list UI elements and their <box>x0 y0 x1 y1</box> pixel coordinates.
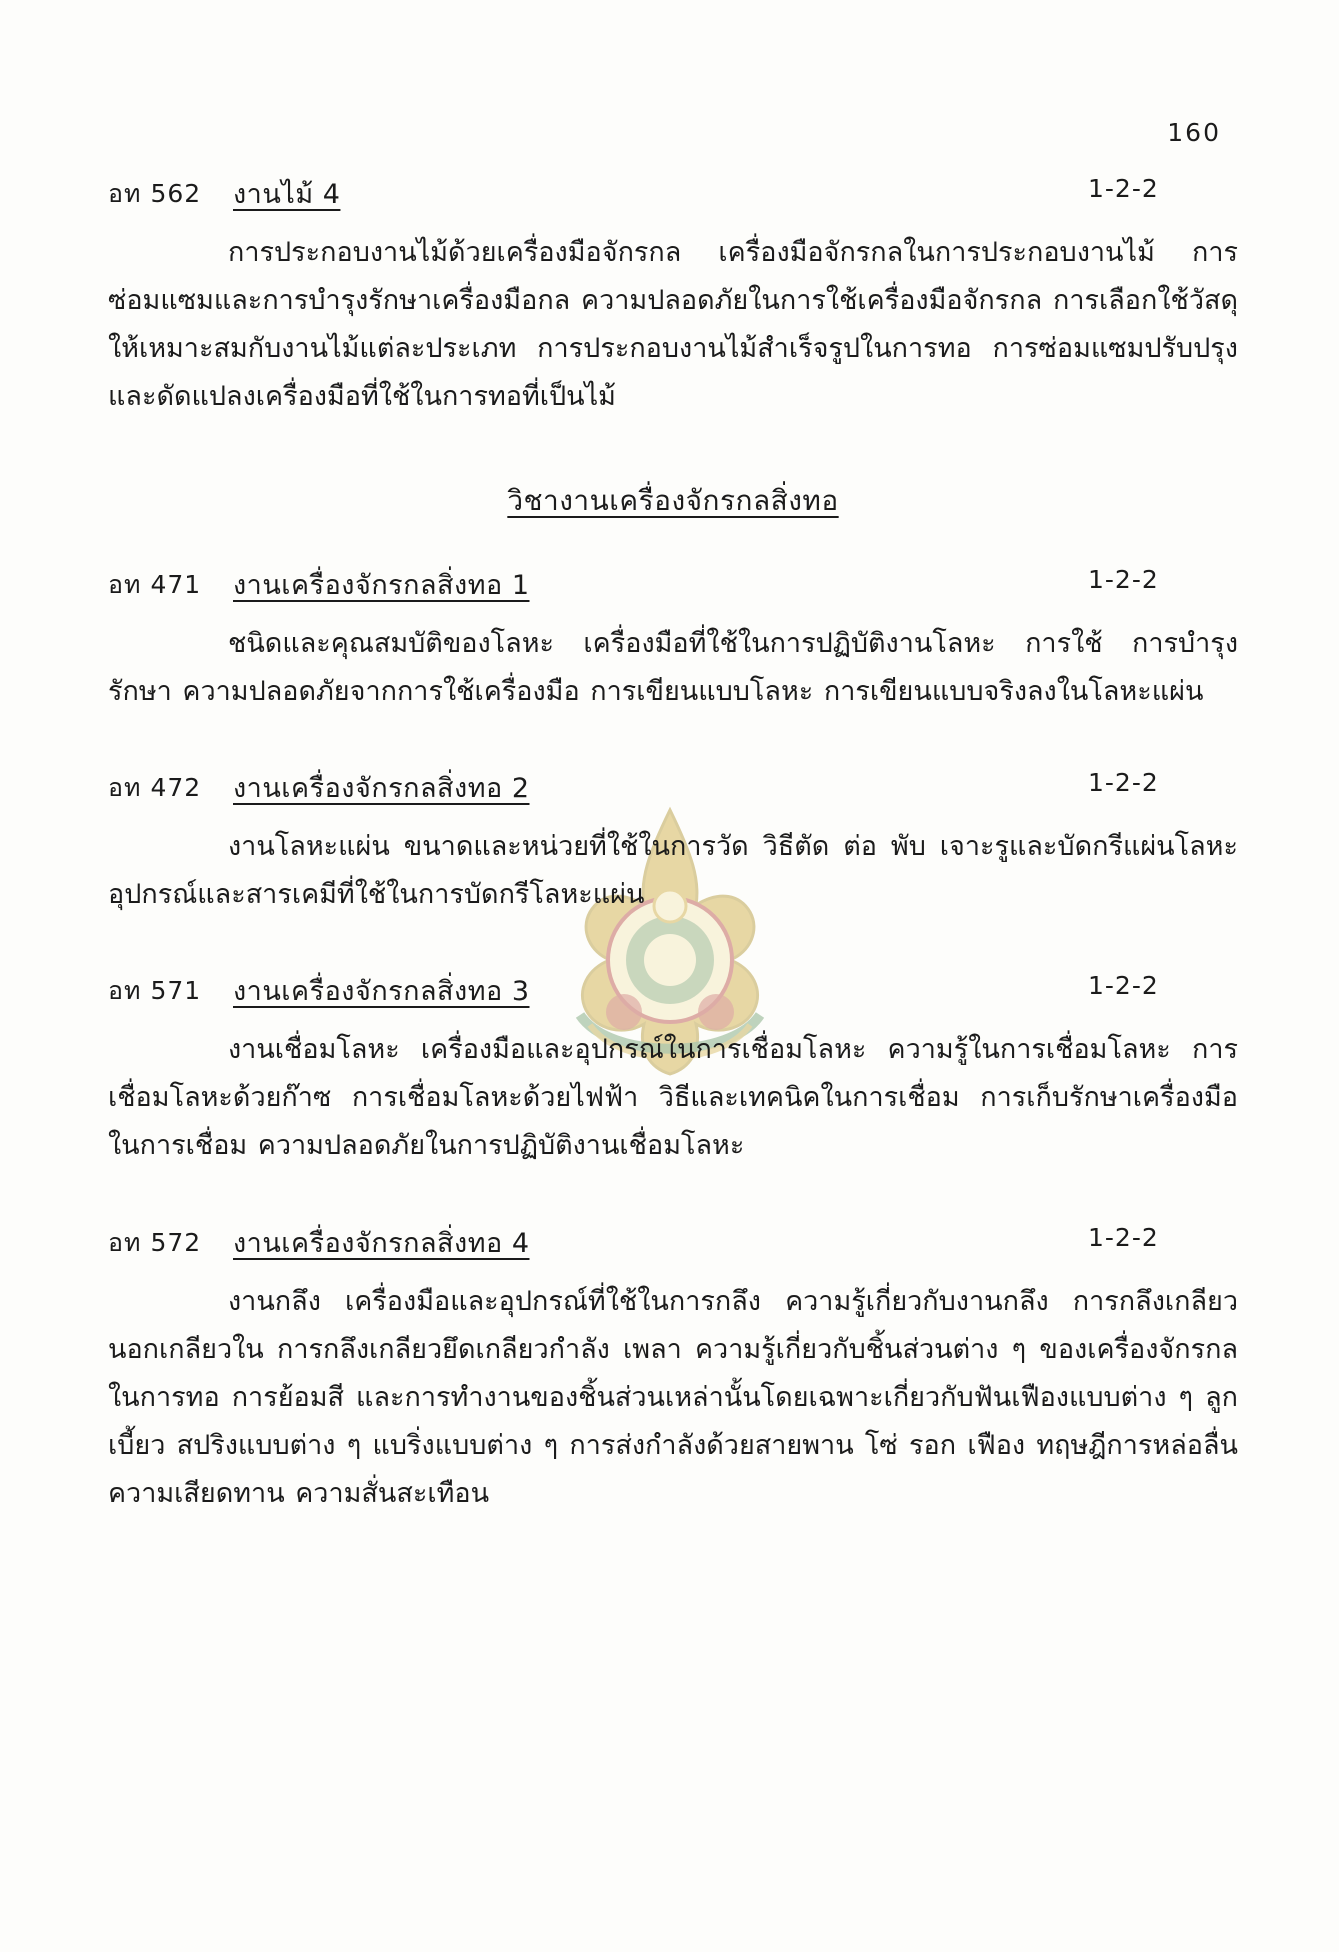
course-title: งานเครื่องจักรกลสิ่งทอ 2 <box>233 773 530 805</box>
course-credit: 1-2-2 <box>1088 1222 1159 1252</box>
course-description: ชนิดและคุณสมบัติของโลหะ เครื่องมือที่ใช้ในการปฏิบัติงานโลหะ การใช้ การบำรุงรักษา ความปลอดภัยจากการใช้เครื่องมือ การเขียนแบบโลหะ การเขียนแบบจริงลงในโลหะแผ่น <box>108 628 1238 708</box>
course-description: งานโลหะแผ่น ขนาดและหน่วยที่ใช้ในการวัด วิธีตัด ต่อ พับ เจาะรูและบัดกรีแผ่นโลหะ อุปกรณ์และสารเคมีที่ใช้ในการบัดกรีโลหะแผ่น <box>108 831 1238 911</box>
document-body <box>108 168 1238 1518</box>
course-entry-header <box>108 1221 1238 1264</box>
course-code: อท 562 <box>108 179 202 208</box>
course-code: อท 472 <box>108 773 202 803</box>
course-description: งานกลึง เครื่องมือและอุปกรณ์ที่ใช้ในการกลึง ความรู้เกี่ยวกับงานกลึง การกลึงเกลียวนอกเกลียวใน การกลึงเกลียวยึดเกลียวกำลัง เพลา ความรู้เกี่ยวกับชิ้นส่วนต่าง ๆ ของเครื่องจักรกลในการทอ การย้อมสี และการทำงานของชิ้นส่วนเหล่านั้นโดยเฉพาะเกี่ยวกับฟันเฟืองแบบต่าง ๆ ลูกเบี้ยว สปริงแบบต่าง ๆ แบริ่งแบบต่าง ๆ การส่งกำลังด้วยสายพาน โซ่ รอก เฟือง ทฤษฎีการหล่อลื่น ความเสียดทาน ความสั่นสะเทือน <box>108 1285 1238 1509</box>
course-credit: 1-2-2 <box>1088 768 1159 798</box>
course-credit: 1-2-2 <box>1088 174 1159 203</box>
course-credit: 1-2-2 <box>1088 565 1159 595</box>
course-title: งานเครื่องจักรกลสิ่งทอ 4 <box>233 1227 530 1259</box>
course-entry-header <box>108 172 1238 215</box>
course-entry-header <box>108 766 1238 809</box>
course-entry-header <box>108 969 1238 1012</box>
course-title: งานเครื่องจักรกลสิ่งทอ 1 <box>233 570 530 602</box>
course-credit: 1-2-2 <box>1088 971 1159 1001</box>
course-code: อท 571 <box>108 976 202 1006</box>
course-code: อท 471 <box>108 570 202 600</box>
course-title: งานไม้ 4 <box>233 179 341 210</box>
course-title: งานเครื่องจักรกลสิ่งทอ 3 <box>233 976 530 1008</box>
page-number: 160 <box>1167 118 1221 147</box>
course-entry-header <box>108 563 1238 606</box>
section-heading: วิชางานเครื่องจักรกลสิ่งทอ <box>507 484 839 518</box>
course-description: การประกอบงานไม้ด้วยเครื่องมือจักรกล เครื่องมือจักรกลในการประกอบงานไม้ การซ่อมแซมและการบำรุงรักษาเครื่องมือกล ความปลอดภัยในการใช้เครื่องมือจักรกล การเลือกใช้วัสดุให้เหมาะสมกับงานไม้แต่ละประเภท การประกอบงานไม้สำเร็จรูปในการทอ การซ่อมแซมปรับปรุงและดัดแปลงเครื่องมือที่ใช้ในการทอที่เป็นไม้ <box>108 237 1238 413</box>
course-code: อท 572 <box>108 1227 202 1257</box>
course-description: งานเชื่อมโลหะ เครื่องมือและอุปกรณ์ในการเชื่อมโลหะ ความรู้ในการเชื่อมโลหะ การเชื่อมโลหะด้วยก๊าซ การเชื่อมโลหะด้วยไฟฟ้า วิธีและเทคนิคในการเชื่อม การเก็บรักษาเครื่องมือในการเชื่อม ความปลอดภัยในการปฏิบัติงานเชื่อมโลหะ <box>108 1034 1238 1162</box>
